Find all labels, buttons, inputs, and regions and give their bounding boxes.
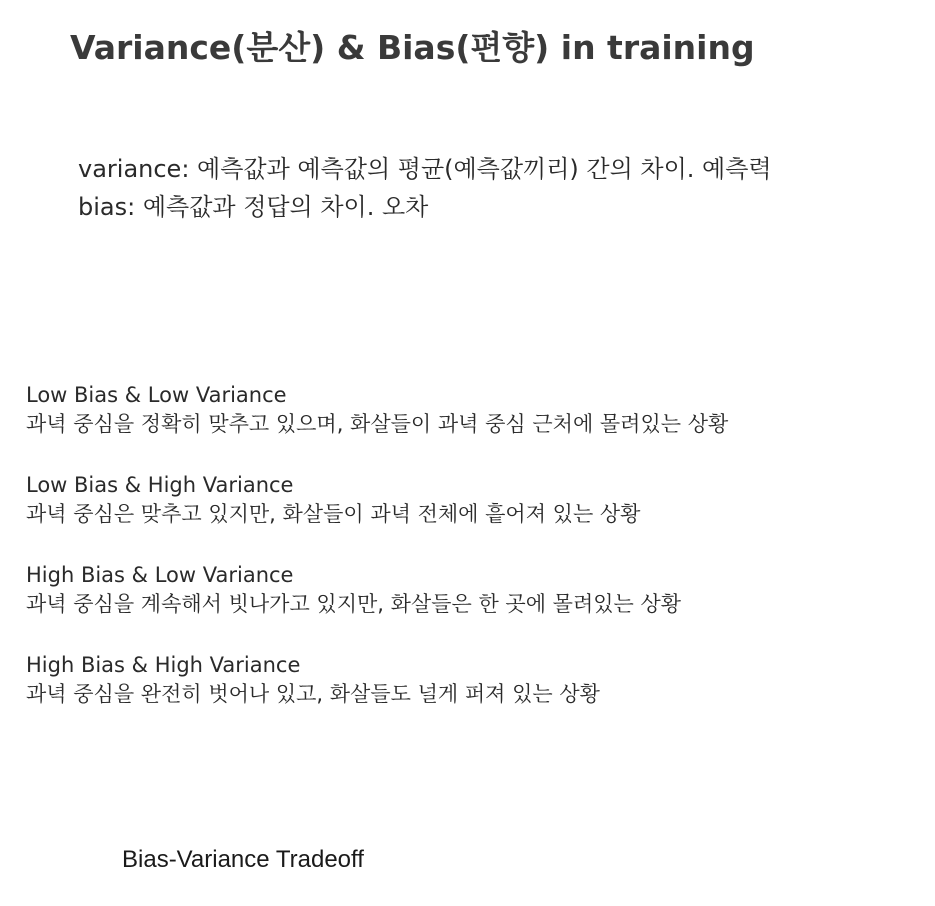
case-description: 과녁 중심은 맞추고 있지만, 화살들이 과녁 전체에 흩어져 있는 상황 [26, 502, 641, 526]
page-title: Variance(분산) & Bias(편향) in training [70, 28, 755, 67]
case-high-bias-low-variance [26, 561, 681, 619]
case-description: 과녁 중심을 계속해서 빗나가고 있지만, 화살들은 한 곳에 몰려있는 상황 [26, 592, 682, 616]
definitions [78, 150, 772, 226]
case-heading: Low Bias & High Variance [26, 473, 294, 497]
case-description: 과녁 중심을 정확히 맞추고 있으며, 화살들이 과녁 중심 근처에 몰려있는 상황 [26, 412, 729, 436]
footer-caption: Bias-Variance Tradeoff [122, 846, 364, 873]
case-heading: Low Bias & Low Variance [26, 383, 287, 407]
case-heading: High Bias & Low Variance [26, 563, 294, 587]
case-low-bias-low-variance [26, 381, 728, 439]
case-description: 과녁 중심을 완전히 벗어나 있고, 화살들도 널게 퍼져 있는 상황 [26, 682, 600, 706]
case-high-bias-high-variance [26, 651, 600, 709]
case-low-bias-high-variance [26, 471, 640, 529]
case-heading: High Bias & High Variance [26, 653, 301, 677]
bias-definition: bias: 예측값과 정답의 차이. 오차 [78, 193, 429, 221]
variance-definition: variance: 예측값과 예측값의 평균(예측값끼리) 간의 차이. 예측력 [78, 155, 772, 183]
